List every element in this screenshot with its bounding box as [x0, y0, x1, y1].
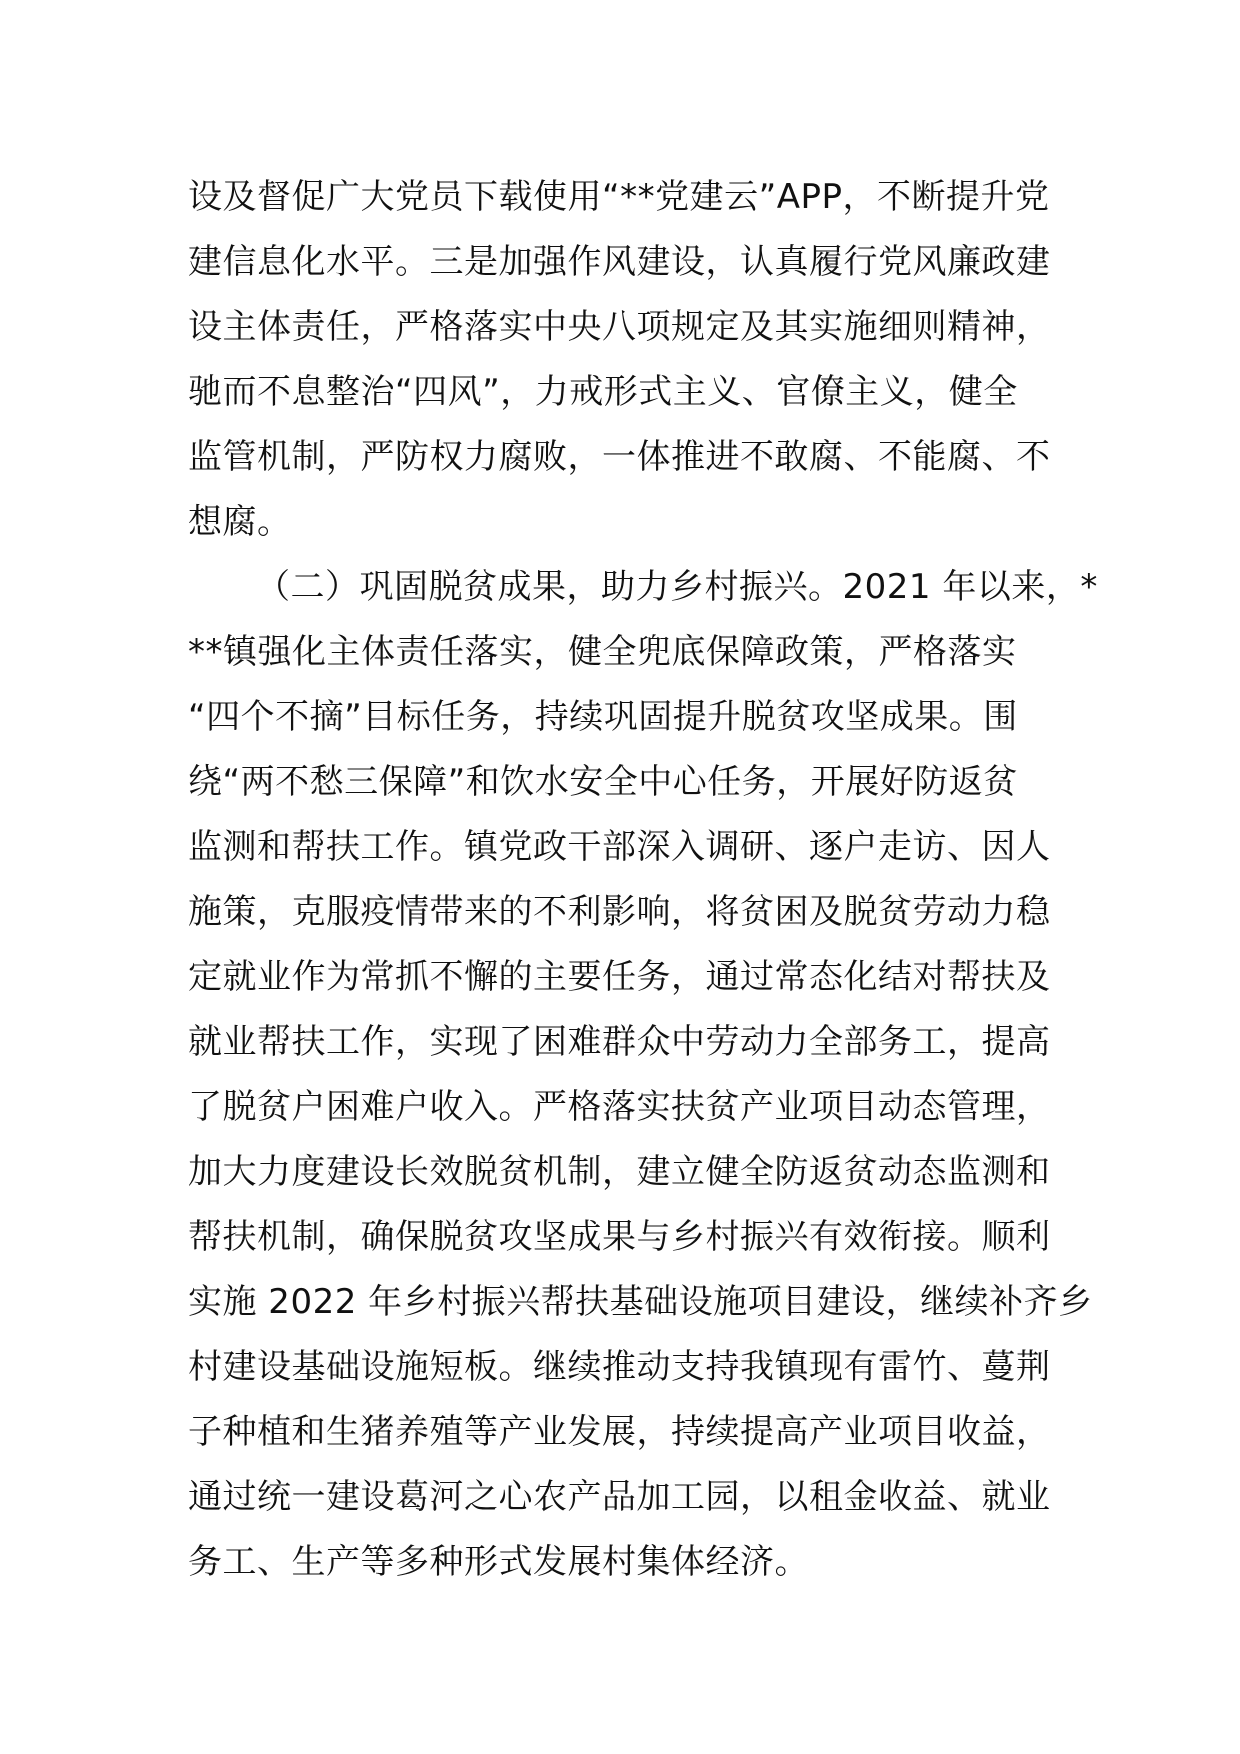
text-line: 建信息化水平。三是加强作风建设，认真履行党风廉政建	[188, 242, 1051, 282]
text-line: **镇强化主体责任落实，健全兜底保障政策，严格落实	[188, 632, 1017, 672]
text-line: 施策，克服疫情带来的不利影响，将贫困及脱贫劳动力稳	[188, 892, 1051, 932]
text-line: 了脱贫户困难户收入。严格落实扶贫产业项目动态管理，	[188, 1087, 1051, 1127]
text-line: 监测和帮扶工作。镇党政干部深入调研、逐户走访、因人	[188, 827, 1051, 867]
text-line: 村建设基础设施短板。继续推动支持我镇现有雷竹、蔓荆	[188, 1347, 1051, 1387]
text-line: 绕“两不愁三保障”和饮水安全中心任务，开展好防返贫	[188, 762, 1018, 802]
section-heading-line: （二）巩固脱贫成果，助力乡村振兴。2021 年以来，*	[256, 567, 1098, 607]
text-line: 实施 2022 年乡村振兴帮扶基础设施项目建设，继续补齐乡	[188, 1282, 1093, 1322]
text-line: 监管机制，严防权力腐败，一体推进不敢腐、不能腐、不	[188, 437, 1051, 477]
text-line: 通过统一建设葛河之心农产品加工园，以租金收益、就业	[188, 1477, 1051, 1517]
text-line: 务工、生产等多种形式发展村集体经济。	[188, 1542, 809, 1582]
text-line: 驰而不息整治“四风”，力戒形式主义、官僚主义，健全	[188, 372, 1018, 412]
text-line: 就业帮扶工作，实现了困难群众中劳动力全部务工，提高	[188, 1022, 1051, 1062]
text-line: 定就业作为常抓不懈的主要任务，通过常态化结对帮扶及	[188, 957, 1051, 997]
document-body	[188, 165, 1098, 1595]
text-line: 帮扶机制，确保脱贫攻坚成果与乡村振兴有效衔接。顺利	[188, 1217, 1051, 1257]
text-line: 加大力度建设长效脱贫机制，建立健全防返贫动态监测和	[188, 1152, 1051, 1192]
text-line: “四个不摘”目标任务，持续巩固提升脱贫攻坚成果。围	[188, 697, 1018, 737]
text-line: 设及督促广大党员下载使用“**党建云”APP，不断提升党	[188, 177, 1050, 217]
text-line: 子种植和生猪养殖等产业发展，持续提高产业项目收益，	[188, 1412, 1051, 1452]
text-line: 设主体责任，严格落实中央八项规定及其实施细则精神，	[188, 307, 1051, 347]
text-line: 想腐。	[188, 502, 292, 542]
